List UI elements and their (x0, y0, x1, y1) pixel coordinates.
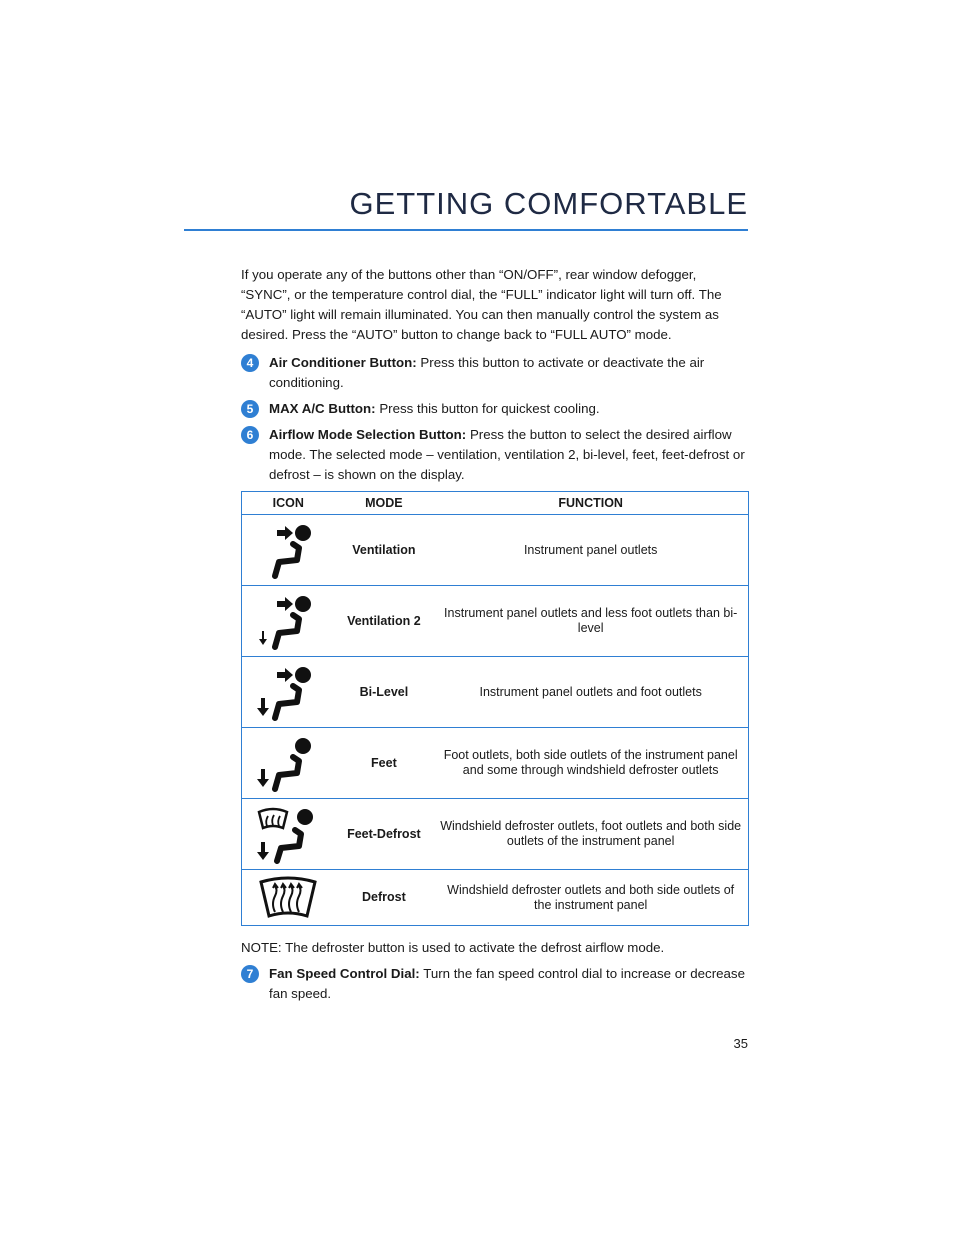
intro-paragraph: If you operate any of the buttons other than “ON/OFF”, rear window defogger, “SYNC”, or the temperature control dial, the “FULL” indicator light will turn off. The “AUTO” light will remain illuminated. You can then manually control the system as desired. Press the “AUTO” button to change back to “FULL AUTO” mode. (241, 267, 722, 342)
list-item-air-conditioner (241, 353, 749, 393)
bi-level-icon (242, 657, 335, 728)
item-number-badge: 6 (241, 426, 259, 444)
table-row (242, 586, 749, 657)
feet-icon (242, 728, 335, 799)
item-text: Press the button to select the desired airflow mode. The selected mode – ventilation, ventilation 2, bi-level, feet, feet-defrost or defrost – is shown on the display. (269, 427, 745, 482)
mode-name: Feet (334, 728, 433, 799)
section-title: GETTING COMFORTABLE (349, 186, 748, 221)
mode-function: Instrument panel outlets and less foot outlets than bi-level (433, 586, 748, 657)
ventilation-2-icon (242, 586, 335, 657)
mode-name: Ventilation (334, 515, 433, 586)
table-row (242, 870, 749, 926)
column-header-function: FUNCTION (433, 492, 748, 515)
mode-name: Bi-Level (334, 657, 433, 728)
page-number: 35 (733, 1036, 748, 1051)
mode-function: Instrument panel outlets and foot outlets (433, 657, 748, 728)
mode-name: Ventilation 2 (334, 586, 433, 657)
mode-name: Feet-Defrost (334, 799, 433, 870)
column-header-mode: MODE (334, 492, 433, 515)
item-number-badge: 4 (241, 354, 259, 372)
list-item-fan-speed (241, 964, 749, 1004)
note-text: NOTE: The defroster button is used to activate the defrost airflow mode. (241, 940, 665, 955)
item-text: Turn the fan speed control dial to increase or decrease fan speed. (269, 966, 745, 1001)
feet-defrost-icon (242, 799, 335, 870)
item-title: Air Conditioner Button: (269, 355, 417, 370)
item-title: MAX A/C Button: (269, 401, 376, 416)
mode-function: Instrument panel outlets (433, 515, 748, 586)
mode-name: Defrost (334, 870, 433, 926)
mode-function: Windshield defroster outlets and both side outlets of the instrument panel (433, 870, 748, 926)
table-row (242, 657, 749, 728)
page-content (241, 265, 749, 1010)
item-number-badge: 7 (241, 965, 259, 983)
defrost-icon (242, 870, 335, 926)
list-item-airflow-mode (241, 425, 749, 485)
list-item-max-ac (241, 399, 749, 419)
ventilation-icon (242, 515, 335, 586)
item-title: Airflow Mode Selection Button: (269, 427, 467, 442)
table-row (242, 515, 749, 586)
table-row (242, 728, 749, 799)
mode-function: Windshield defroster outlets, foot outlets and both side outlets of the instrument panel (433, 799, 748, 870)
mode-function: Foot outlets, both side outlets of the instrument panel and some through windshield defroster outlets (433, 728, 748, 799)
item-number-badge: 5 (241, 400, 259, 418)
table-row (242, 799, 749, 870)
header-divider (184, 229, 748, 231)
item-title: Fan Speed Control Dial: (269, 966, 420, 981)
item-text: Press this button to activate or deactivate the air conditioning. (269, 355, 705, 390)
column-header-icon: ICON (242, 492, 335, 515)
airflow-mode-table (241, 491, 749, 926)
item-text: Press this button for quickest cooling. (379, 401, 600, 416)
table-header-row (242, 492, 749, 515)
